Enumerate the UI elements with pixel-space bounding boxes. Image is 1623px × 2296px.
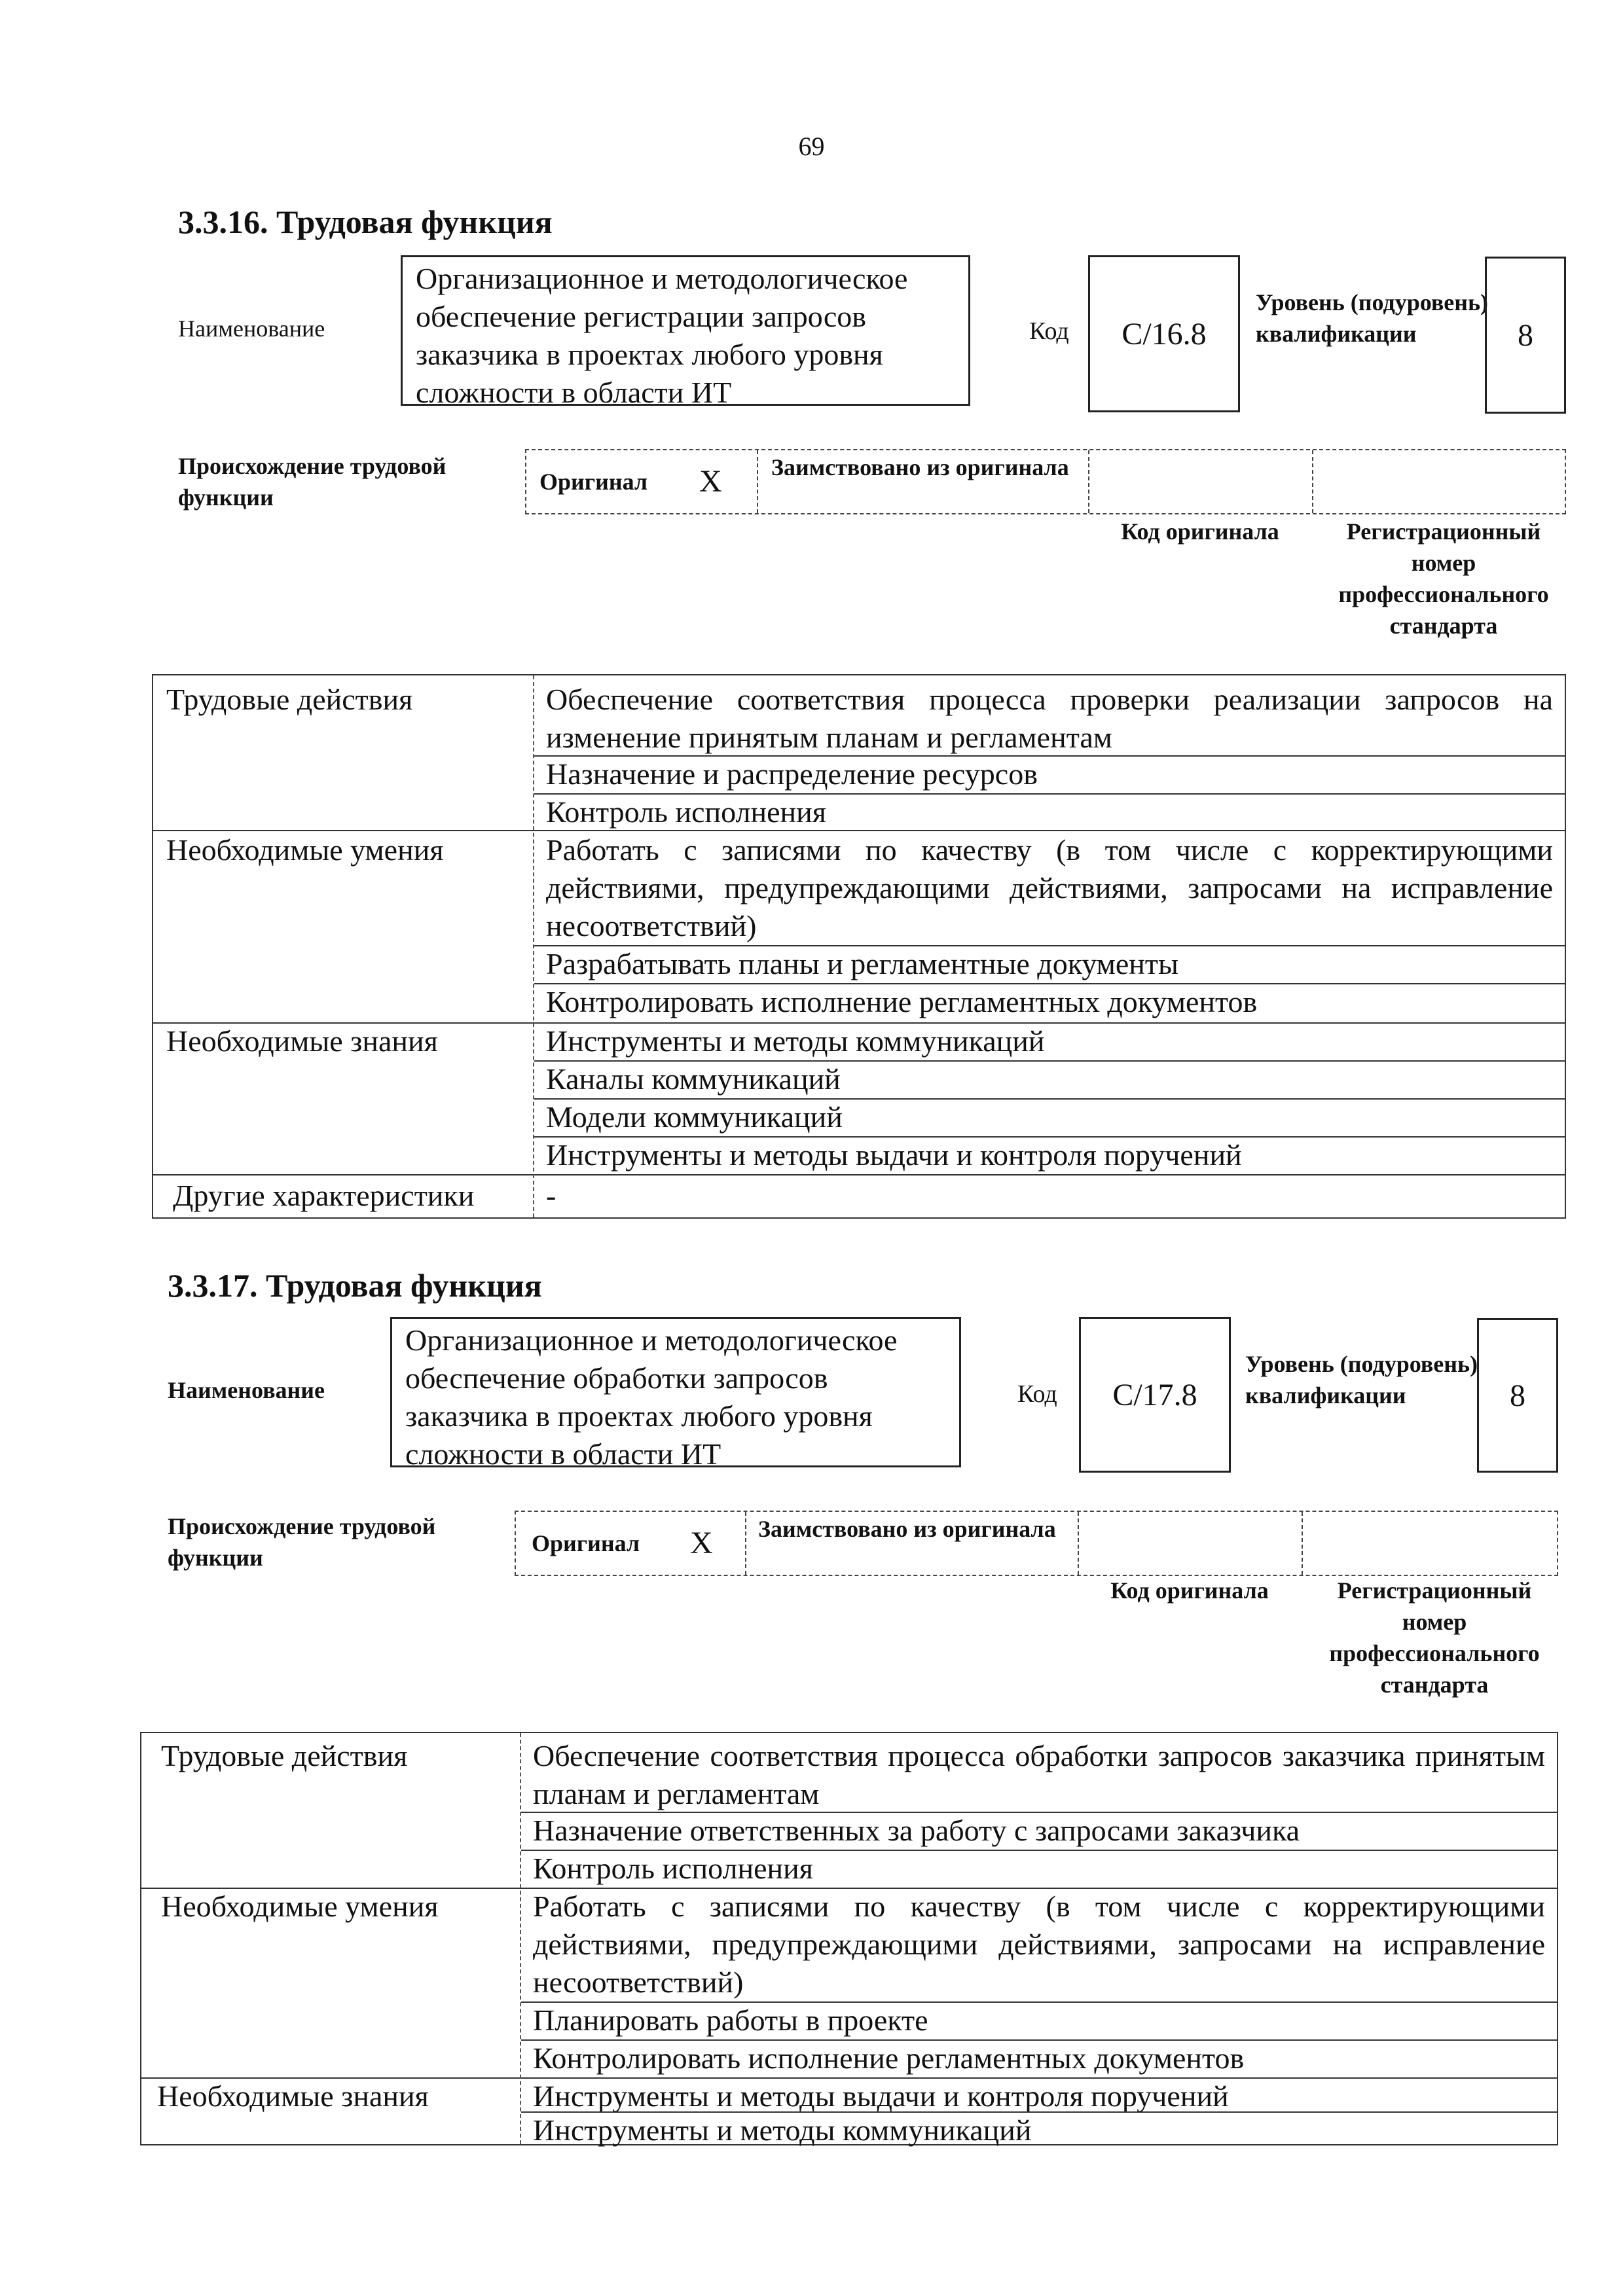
column-divider — [533, 675, 534, 1217]
table-row: Планировать работы в проекте — [533, 2003, 928, 2037]
code-box: C/16.8 — [1088, 255, 1240, 412]
level-box: 8 — [1477, 1318, 1558, 1473]
table-row: - — [546, 1179, 556, 1212]
group-label-skills: Необходимые умения — [166, 833, 444, 867]
function-name-box: Организационное и методологическое обеспечение обработки запросов заказчика в проектах любого уровня сложности в области ИТ — [390, 1317, 961, 1467]
level-label: Уровень (подуровень) квалификации — [1245, 1351, 1478, 1408]
function-name-box: Организационное и методологическое обеспечение регистрации запросов заказчика в проектах любого уровня сложности в области ИТ — [401, 255, 970, 406]
table-row: Контролировать исполнение регламентных документов — [546, 985, 1258, 1018]
group-label-other: Другие характеристики — [173, 1179, 475, 1212]
group-divider — [153, 1174, 1565, 1175]
group-label-actions: Трудовые действия — [166, 683, 413, 716]
code-original-caption: Код оригинала — [1110, 1577, 1269, 1604]
origin-cell-original — [526, 450, 758, 513]
table-row: Разрабатывать планы и регламентные документы — [546, 947, 1178, 980]
original-mark: X — [690, 1526, 713, 1560]
origin-label: Происхождение трудовой функции — [168, 1513, 436, 1571]
original-label: Оригинал — [539, 469, 648, 495]
code-box: C/17.8 — [1079, 1317, 1231, 1473]
table-row: Инструменты и методы коммуникаций — [546, 1024, 1045, 1058]
origin-cell-borrowed — [746, 1512, 1079, 1575]
table-row: Каналы коммуникаций — [546, 1062, 841, 1096]
name-label: Наименование — [178, 315, 325, 342]
level-box: 8 — [1485, 257, 1566, 414]
reg-number-caption: Регистрационный номер профессионального стандарта — [1329, 1577, 1540, 1698]
page-number: 69 — [798, 132, 825, 161]
origin-table — [515, 1511, 1558, 1576]
table-row: Обеспечение соответствия процесса обработки запросов заказчика принятым планам и регламентам — [533, 1739, 1545, 1810]
table-row: Инструменты и методы выдачи и контроля поручений — [533, 2079, 1229, 2113]
reg-number-caption: Регистрационный номер профессионального стандарта — [1338, 518, 1549, 639]
original-mark: X — [699, 464, 722, 499]
group-label-knowledge: Необходимые знания — [166, 1024, 438, 1058]
table-row: Контроль исполнения — [546, 795, 826, 829]
group-label-skills: Необходимые умения — [161, 1890, 439, 1923]
origin-cell-code — [1089, 450, 1313, 513]
origin-cell-code — [1079, 1512, 1303, 1575]
group-label-knowledge: Необходимые знания — [157, 2079, 429, 2113]
origin-cell-borrowed — [758, 450, 1089, 513]
origin-label: Происхождение трудовой функции — [178, 453, 447, 511]
origin-table — [525, 449, 1566, 514]
table-row: Инструменты и методы коммуникаций — [533, 2113, 1032, 2147]
origin-cell-original — [516, 1512, 746, 1575]
section-heading: 3.3.17. Трудовая функция — [168, 1267, 542, 1304]
level-label: Уровень (подуровень) квалификации — [1256, 289, 1489, 347]
table-row: Инструменты и методы выдачи и контроля поручений — [546, 1138, 1242, 1172]
borrowed-label: Заимствовано из оригинала — [771, 454, 1069, 480]
code-label: Код — [1017, 1380, 1057, 1408]
work-function-table — [152, 674, 1566, 1219]
work-function-table — [140, 1732, 1558, 2145]
table-row: Работать с записями по качеству (в том числе с корректирующими действиями, предупреждающими действиями, запросами на исправление несоответствий) — [533, 1890, 1545, 1999]
column-divider — [520, 1733, 521, 2144]
borrowed-label: Заимствовано из оригинала — [758, 1516, 1056, 1542]
code-label: Код — [1029, 317, 1069, 345]
table-row: Модели коммуникаций — [546, 1100, 843, 1134]
table-row: Назначение ответственных за работу с запросами заказчика — [533, 1814, 1300, 1847]
section-heading: 3.3.16. Трудовая функция — [178, 204, 553, 240]
table-row: Назначение и распределение ресурсов — [546, 757, 1038, 791]
table-row: Контролировать исполнение регламентных документов — [533, 2041, 1245, 2075]
code-original-caption: Код оригинала — [1121, 518, 1279, 545]
original-label: Оригинал — [532, 1530, 640, 1556]
table-row: Обеспечение соответствия процесса проверки реализации запросов на изменение принятым планам и регламентам — [546, 683, 1553, 754]
name-label: Наименование — [168, 1377, 325, 1403]
table-row: Контроль исполнения — [533, 1852, 813, 1885]
table-row: Работать с записями по качеству (в том числе с корректирующими действиями, предупреждающими действиями, запросами на исправление несоответствий) — [546, 833, 1553, 942]
group-label-actions: Трудовые действия — [161, 1739, 408, 1772]
